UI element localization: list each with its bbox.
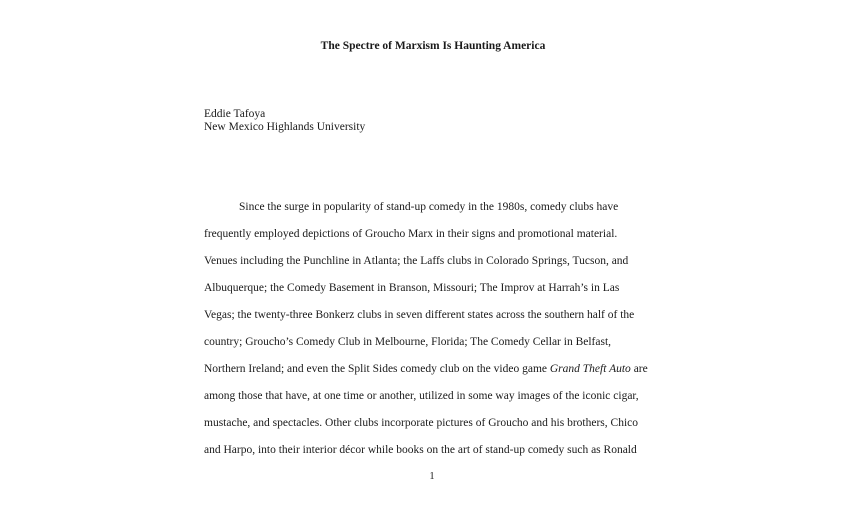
body-line: among those that have, at one time or another, utilized in some way images of the iconic cigar, — [204, 390, 639, 402]
author-name: Eddie Tafoya — [204, 108, 266, 120]
author-affiliation: New Mexico Highlands University — [204, 121, 366, 133]
author-block — [204, 108, 365, 134]
page-number: 1 — [429, 471, 435, 482]
body-line-text: are — [630, 363, 648, 375]
body-line: country; Groucho’s Comedy Club in Melbourne, Florida; The Comedy Cellar in Belfast, — [204, 336, 612, 348]
body-line: Since the surge in popularity of stand-up comedy in the 1980s, comedy clubs have — [239, 201, 619, 213]
italic-game-title: Grand Theft Auto — [549, 363, 631, 375]
body-line: Vegas; the twenty-three Bonkerz clubs in seven different states across the southern half of the — [204, 309, 635, 321]
body-line: mustache, and spectacles. Other clubs incorporate pictures of Groucho and his brothers, Chico — [204, 417, 638, 429]
paper-title: The Spectre of Marxism Is Haunting America — [320, 40, 546, 52]
body-line: and Harpo, into their interior décor while books on the art of stand-up comedy such as Ronald — [204, 444, 637, 456]
body-paragraph — [204, 200, 664, 470]
body-line: Albuquerque; the Comedy Basement in Branson, Missouri; The Improv at Harrah’s in Las — [204, 282, 620, 294]
body-line: Venues including the Punchline in Atlanta; the Laffs clubs in Colorado Springs, Tucson, and — [204, 255, 629, 267]
body-line: frequently employed depictions of Groucho Marx in their signs and promotional material. — [204, 228, 618, 240]
body-line-text: Northern Ireland; and even the Split Sides comedy club on the video game — [204, 363, 550, 375]
body-line — [204, 362, 664, 389]
